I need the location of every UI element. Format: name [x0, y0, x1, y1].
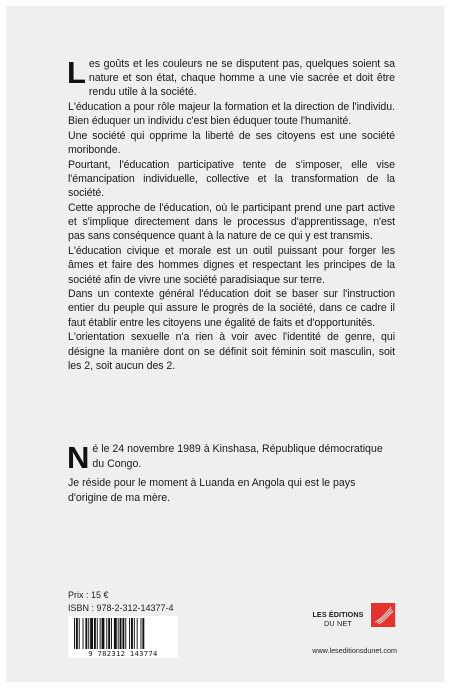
author-bio: [68, 442, 395, 509]
summary-paragraph: L'orientation sexuelle n'a rien à voir avec l'identité de genre, qui désigne la manière dont on se définit soit féminin soit masculin, soit les 2, soit aucun des 2.: [68, 331, 395, 372]
book-summary: [68, 57, 395, 373]
barcode-bar: [125, 618, 126, 650]
barcode-bar: [90, 618, 93, 650]
publisher-emblem-icon: [371, 603, 395, 627]
barcode-bar: [134, 618, 135, 650]
publisher-name: LES ÉDITIONS: [312, 610, 364, 619]
drop-cap: N: [67, 440, 90, 475]
barcode-bar: [129, 618, 130, 650]
barcode-bar: [122, 618, 124, 650]
barcode-bar: [94, 618, 96, 650]
isbn-label: ISBN : 978-2-312-14377-4: [68, 602, 174, 613]
barcode-number: 9 782312 143774: [68, 649, 178, 658]
back-cover: [6, 6, 444, 682]
barcode: [68, 616, 178, 658]
barcode-bars: [68, 616, 178, 650]
summary-paragraph: Pourtant, l'éducation participative tente de s'imposer, elle vise l'émancipation individuelle, collective et la transformation de la société.: [68, 158, 395, 200]
publisher-url: www.leseditionsdunet.com: [312, 646, 397, 655]
barcode-bar: [120, 618, 122, 650]
price-isbn-block: [68, 589, 174, 614]
summary-paragraph: Une société qui opprime la liberté de ses citoyens est une société moribonde.: [68, 130, 395, 157]
barcode-bar: [97, 618, 98, 650]
publisher-wordmark: [307, 610, 369, 628]
summary-paragraph: Dans un contexte général l'éducation doit se baser sur l'instruction entier du peuple qui assure le progrès de la société, dans ce cadre il faut établir entre les citoyens une égalité de faits et d'opportunités.: [68, 288, 395, 329]
barcode-bar: [88, 618, 89, 650]
barcode-bar: [108, 618, 110, 650]
publisher-subname: DU NET: [324, 619, 352, 628]
barcode-bar: [83, 618, 84, 650]
barcode-bar: [142, 618, 144, 650]
barcode-bar: [131, 618, 133, 650]
summary-paragraph: Les goûts et les couleurs ne se disputent pas, quelques soient sa nature et son état, chaque homme a une vie sacrée et doit être rendu utile à la société.: [67, 55, 395, 99]
price-label: Prix : 15 €: [68, 590, 109, 600]
summary-paragraph: L'éducation civique et morale est un outil puissant pour forger les âmes et faire des hommes dignes et respectant les principes de la société afin de vivre une société paradisiaque sur terre.: [68, 245, 395, 286]
barcode-bar: [137, 618, 138, 650]
barcode-bar: [111, 618, 112, 650]
barcode-bar: [100, 618, 101, 650]
barcode-bar: [76, 618, 78, 650]
barcode-bar: [74, 618, 75, 650]
barcode-bar: [106, 618, 107, 650]
barcode-bar: [118, 618, 119, 650]
barcode-bar: [141, 618, 142, 650]
barcode-bar: [114, 618, 117, 650]
summary-paragraph: L'éducation a pour rôle majeur la formation et la direction de l'individu. Bien éduquer un individu c'est bien éduquer toute l'humanité.: [68, 101, 395, 128]
barcode-bar: [85, 618, 87, 650]
barcode-bar: [79, 618, 80, 650]
barcode-bar: [102, 618, 105, 650]
author-bio-paragraph: Je réside pour le moment à Luanda en Angola qui est le pays d'origine de ma mère.: [68, 477, 356, 504]
drop-cap: L: [67, 55, 86, 90]
author-bio-paragraph: Né le 24 novembre 1989 à Kinshasa, République démocratique du Congo.: [67, 440, 383, 475]
summary-paragraph: Cette approche de l'éducation, où le participant prend une part active et s'implique directement dans le processus d'apprentissage, n'est pas sans conséquence quant à la nature de ce qui y est transmis.: [68, 202, 395, 243]
